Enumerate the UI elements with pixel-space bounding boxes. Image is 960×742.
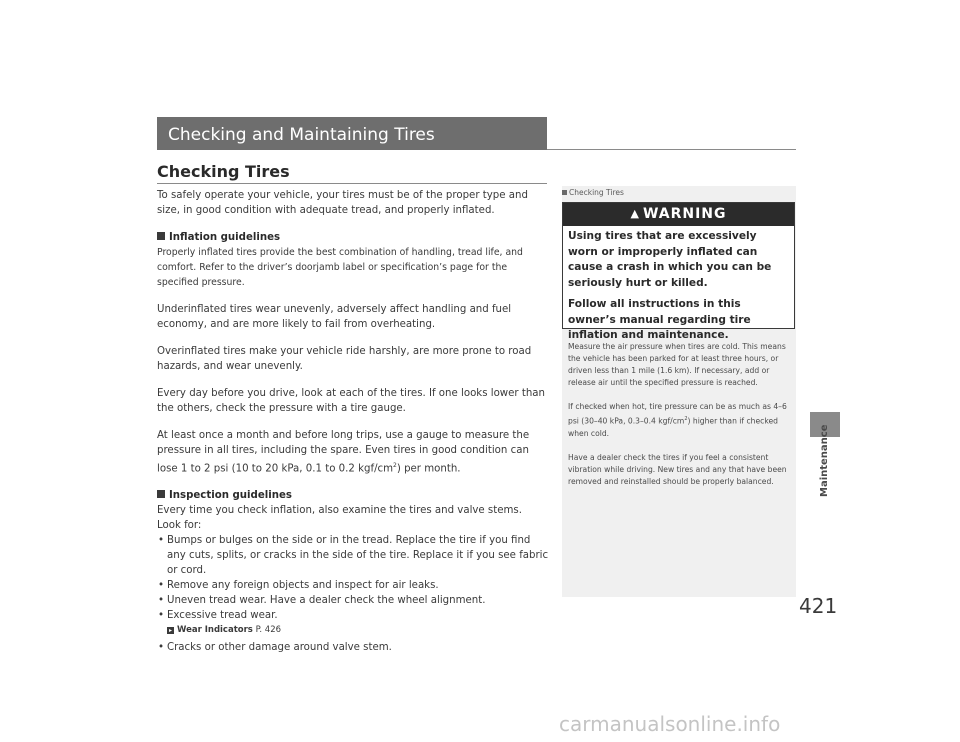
- side-notes: [568, 341, 792, 500]
- inflation-note: Properly inflated tires provide the best combination of handling, tread life, and comfort. Refer to the driver’s doorjamb label or specification’s page for the specified pressure.: [157, 247, 523, 288]
- monthly-check-paragraph: At least once a month and before long trips, use a gauge to measure the pressure in all tires, including the spare. Even tires in good condition can lose 1 to 2 psi (10 to 20 kPa, 0.1 to 0.2 kgf/$cm^2$) per month.: [157, 430, 530, 475]
- list-item: • Excessive tread wear.: [158, 610, 278, 622]
- side-note: Measure the air pressure when tires are cold. This means the vehicle has been parked for at least three hours, or driven less than 1 mile (1.6 km). If necessary, add or release air until the specified pressure is reached.: [568, 342, 786, 387]
- header-rule: [547, 149, 796, 150]
- main-body: [157, 188, 549, 655]
- section-title: Checking Tires: [157, 162, 290, 181]
- note-marker-icon: [562, 190, 567, 195]
- inspection-list-continued: [157, 640, 549, 655]
- chapter-tab-label: Maintenance: [819, 424, 830, 497]
- list-item: • Uneven tread wear. Have a dealer check the wheel alignment.: [158, 595, 486, 607]
- side-panel-label: Checking Tires: [562, 188, 624, 197]
- page-number: 421: [799, 594, 838, 618]
- watermark: carmanualsonline.info: [559, 712, 781, 736]
- inspection-heading: Inspection guidelines: [157, 488, 549, 503]
- list-item: • Cracks or other damage around valve stem.: [158, 642, 392, 654]
- inspection-intro: Every time you check inflation, also examine the tires and valve stems.: [157, 505, 522, 517]
- list-item: • Bumps or bulges on the side or in the tread. Replace the tire if you find any cuts, splits, or cracks in the side of the tire. Replace it if you see fabric or cord.: [158, 535, 549, 577]
- intro-paragraph: To safely operate your vehicle, your tires must be of the proper type and size, in good condition with adequate tread, and properly inflated.: [157, 190, 528, 216]
- every-day-paragraph: Every day before you drive, look at each of the tires. If one looks lower than the others, check the pressure with a tire gauge.: [157, 388, 545, 414]
- warning-text: Using tires that are excessively worn or improperly inflated can cause a crash in which you can be seriously hurt or killed. Follow all instructions in this owner’s manual regarding tire inflation and maintenance.: [568, 230, 772, 341]
- look-for-label: Look for:: [157, 520, 202, 532]
- warning-title: ▲ WARNING: [630, 206, 727, 222]
- square-bullet-icon: [157, 490, 165, 498]
- section-rule: [157, 183, 547, 184]
- side-note: If checked when hot, tire pressure can be as much as 4–6 psi (30–40 kPa, 0.3–0.4 kgf/$cm^2$) higher than if checked when cold.: [568, 402, 787, 438]
- square-bullet-icon: [157, 232, 165, 240]
- chapter-title: Checking and Maintaining Tires: [168, 125, 435, 145]
- wear-indicators-link[interactable]: ▸ Wear Indicators P. 426: [168, 625, 282, 636]
- underinflated-paragraph: Underinflated tires wear unevenly, adversely affect handling and fuel economy, and are more likely to fail from overheating.: [157, 304, 512, 330]
- list-item: • Remove any foreign objects and inspect for air leaks.: [158, 580, 439, 592]
- side-note: Have a dealer check the tires if you feel a consistent vibration while driving. New tires and any that have been removed and reinstalled should be properly balanced.: [568, 452, 787, 486]
- overinflated-paragraph: Overinflated tires make your vehicle ride harshly, are more prone to road hazards, and wear unevenly.: [157, 346, 532, 372]
- warning-triangle-icon: ▲: [630, 207, 640, 220]
- arrow-icon: ▸: [168, 627, 172, 635]
- inflation-heading: Inflation guidelines: [157, 230, 549, 245]
- inspection-list: [157, 533, 549, 623]
